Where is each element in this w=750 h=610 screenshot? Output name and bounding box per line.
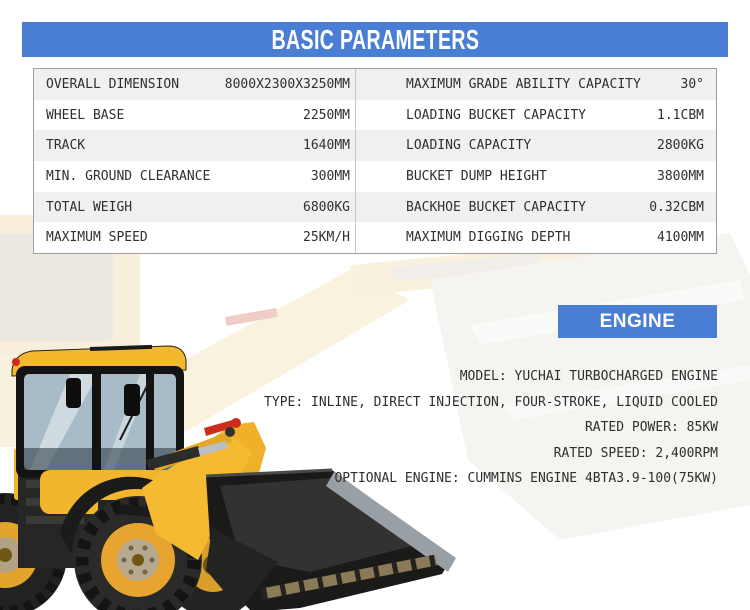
spec-label: MAXIMUM DIGGING DEPTH: [406, 230, 571, 246]
table-row: [34, 161, 716, 192]
spec-cell-left: [34, 69, 356, 100]
spec-cell-left: [34, 130, 356, 161]
engine-rated-speed-line: RATED SPEED: 2,400RPM: [553, 445, 718, 461]
spec-label: LOADING BUCKET CAPACITY: [406, 107, 587, 123]
spec-value: 8000X2300X3250MM: [224, 76, 350, 92]
spec-label: OVERALL DIMENSION: [46, 76, 180, 92]
spec-label: MAXIMUM GRADE ABILITY CAPACITY: [406, 76, 641, 92]
table-row: [34, 130, 716, 161]
spec-value: 4100MM: [657, 230, 704, 246]
spec-label: LOADING CAPACITY: [406, 138, 532, 154]
spec-cell-right: [356, 192, 716, 223]
spec-label: BACKHOE BUCKET CAPACITY: [406, 199, 587, 215]
basic-parameters-banner: [22, 22, 728, 57]
spec-value: 2250MM: [303, 107, 350, 123]
spec-cell-right: [356, 130, 716, 161]
spec-label: MIN. GROUND CLEARANCE: [46, 168, 211, 184]
spec-label: TOTAL WEIGH: [46, 199, 133, 215]
spec-cell-right: [356, 100, 716, 131]
spec-value: 1640MM: [303, 138, 350, 154]
engine-optional-line: OPTIONAL ENGINE: CUMMINS ENGINE 4BTA3.9-100(75KW): [334, 471, 718, 486]
table-row: [34, 222, 716, 253]
table-row: [34, 192, 716, 223]
spec-cell-right: [356, 161, 716, 192]
spec-value: 0.32CBM: [649, 199, 704, 215]
spec-value: 30°: [680, 76, 704, 92]
spec-cell-right: [356, 222, 716, 253]
spec-cell-left: [34, 161, 356, 192]
spec-label: MAXIMUM SPEED: [46, 230, 148, 246]
table-row: [34, 100, 716, 131]
spec-cell-left: [34, 222, 356, 253]
engine-model-line: MODEL: YUCHAI TURBOCHARGED ENGINE: [459, 369, 718, 384]
spec-table: [33, 68, 717, 254]
spec-value: 2800KG: [657, 138, 704, 154]
spec-cell-right: [356, 69, 716, 100]
engine-type-line: TYPE: INLINE, DIRECT INJECTION, FOUR-STROKE, LIQUID COOLED: [264, 394, 718, 410]
engine-title: ENGINE: [599, 310, 676, 332]
spec-label: WHEEL BASE: [46, 107, 125, 123]
engine-banner: [558, 305, 717, 338]
spec-cell-left: [34, 100, 356, 131]
basic-parameters-title: BASIC PARAMETERS: [271, 23, 479, 55]
spec-cell-left: [34, 192, 356, 223]
spec-value: 300MM: [310, 168, 350, 184]
spec-value: 6800KG: [303, 199, 350, 215]
spec-value: 1.1CBM: [657, 107, 704, 123]
spec-value: 3800MM: [657, 168, 704, 184]
engine-rated-power-line: RATED POWER: 85KW: [584, 420, 718, 435]
spec-label: TRACK: [46, 138, 86, 154]
engine-specs: [264, 364, 718, 492]
spec-value: 25KM/H: [303, 230, 350, 246]
table-row: [34, 69, 716, 100]
spec-label: BUCKET DUMP HEIGHT: [406, 168, 547, 184]
